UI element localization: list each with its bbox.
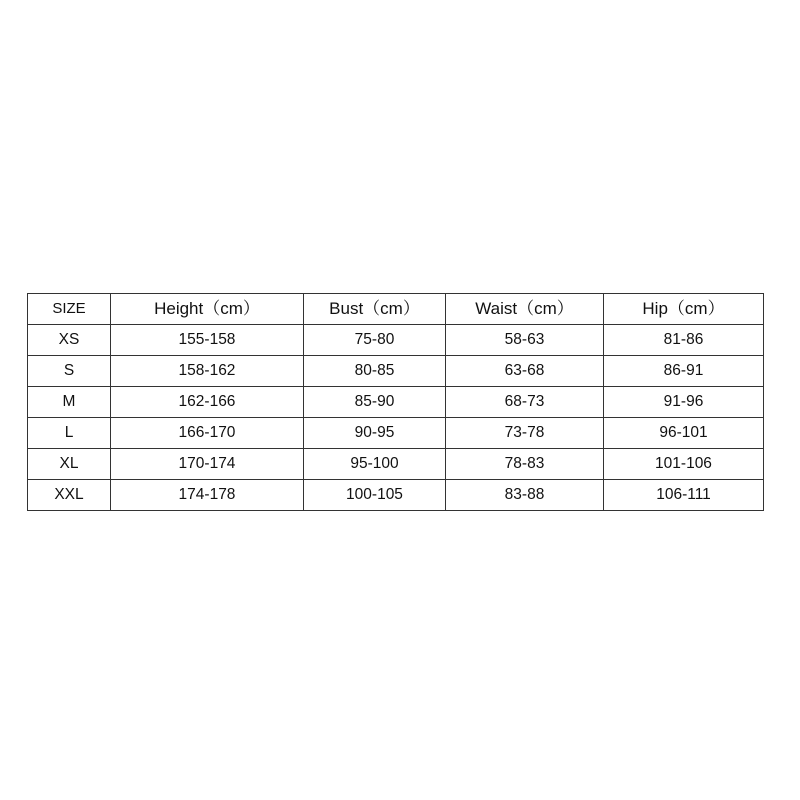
header-waist: Waist（cm）	[446, 294, 604, 325]
header-bust: Bust（cm）	[304, 294, 446, 325]
hip-cell: 106-111	[604, 480, 764, 511]
height-cell: 162-166	[111, 387, 304, 418]
size-chart-table	[27, 293, 764, 511]
height-cell: 170-174	[111, 449, 304, 480]
size-cell: L	[28, 418, 111, 449]
height-cell: 155-158	[111, 325, 304, 356]
bust-cell: 95-100	[304, 449, 446, 480]
size-chart-body	[28, 325, 764, 511]
hip-cell: 81-86	[604, 325, 764, 356]
hip-cell: 96-101	[604, 418, 764, 449]
height-cell: 166-170	[111, 418, 304, 449]
bust-cell: 75-80	[304, 325, 446, 356]
table-row	[28, 325, 764, 356]
waist-cell: 58-63	[446, 325, 604, 356]
size-cell: M	[28, 387, 111, 418]
waist-cell: 63-68	[446, 356, 604, 387]
header-height: Height（cm）	[111, 294, 304, 325]
header-row	[28, 294, 764, 325]
header-size: SIZE	[28, 294, 111, 325]
size-chart-header	[28, 294, 764, 325]
waist-cell: 73-78	[446, 418, 604, 449]
size-cell: XL	[28, 449, 111, 480]
waist-cell: 78-83	[446, 449, 604, 480]
bust-cell: 90-95	[304, 418, 446, 449]
height-cell: 174-178	[111, 480, 304, 511]
waist-cell: 68-73	[446, 387, 604, 418]
bust-cell: 85-90	[304, 387, 446, 418]
table-row	[28, 418, 764, 449]
table-row	[28, 387, 764, 418]
waist-cell: 83-88	[446, 480, 604, 511]
header-hip: Hip（cm）	[604, 294, 764, 325]
bust-cell: 100-105	[304, 480, 446, 511]
size-cell: S	[28, 356, 111, 387]
table-row	[28, 449, 764, 480]
table-row	[28, 480, 764, 511]
size-cell: XS	[28, 325, 111, 356]
bust-cell: 80-85	[304, 356, 446, 387]
table-row	[28, 356, 764, 387]
hip-cell: 101-106	[604, 449, 764, 480]
height-cell: 158-162	[111, 356, 304, 387]
size-cell: XXL	[28, 480, 111, 511]
hip-cell: 91-96	[604, 387, 764, 418]
hip-cell: 86-91	[604, 356, 764, 387]
